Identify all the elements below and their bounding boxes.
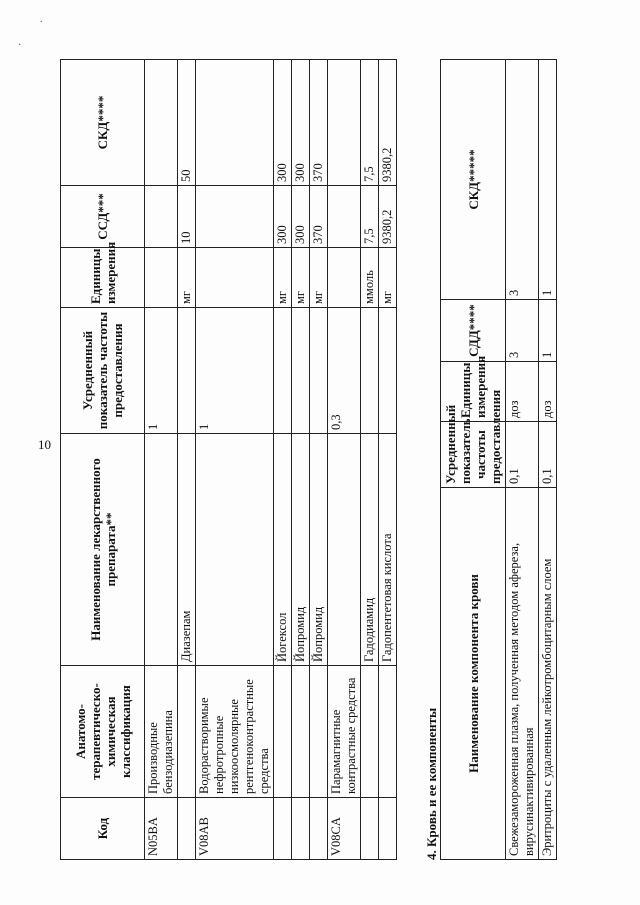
col-skd: СКД***** <box>441 60 506 300</box>
cell-freq <box>292 308 310 434</box>
cell-ssd: 300 <box>292 186 310 248</box>
table-row <box>379 60 397 860</box>
cell-atc <box>178 666 196 798</box>
cell-drug: Йогексол <box>274 434 292 666</box>
cell-atc: Парамагнитные контрастные средства <box>328 666 361 798</box>
cell-freq <box>178 308 196 434</box>
cell-freq: 0,1 <box>539 422 557 488</box>
cell-atc <box>310 666 328 798</box>
cell-drug: Йопромид <box>292 434 310 666</box>
cell-unit: мг <box>292 248 310 308</box>
cell-code <box>361 798 379 860</box>
cell-drug: Диазепам <box>178 434 196 666</box>
col-sdd: СДД**** <box>441 300 506 362</box>
cell-code <box>292 798 310 860</box>
cell-drug: Гадодиамид <box>361 434 379 666</box>
table-row <box>178 60 196 860</box>
cell-unit: мг <box>178 248 196 308</box>
cell-skd: 300 <box>274 60 292 186</box>
table-row <box>292 60 310 860</box>
cell-drug <box>328 434 361 666</box>
scan-mark: . <box>40 14 43 25</box>
cell-name: Свежезамороженная плазма, полученная методом афереза, вирусинактивированная <box>506 488 539 860</box>
cell-skd: 50 <box>178 60 196 186</box>
col-component: Наименование компонента крови <box>441 488 506 860</box>
cell-unit: мг <box>310 248 328 308</box>
cell-atc <box>292 666 310 798</box>
cell-code <box>310 798 328 860</box>
cell-skd: 1 <box>539 60 557 300</box>
cell-code <box>379 798 397 860</box>
cell-atc <box>274 666 292 798</box>
cell-code: V08CA <box>328 798 361 860</box>
cell-code: V08AB <box>196 798 274 860</box>
cell-ssd <box>145 186 178 248</box>
cell-unit: ммоль <box>361 248 379 308</box>
col-code: Код <box>61 798 145 860</box>
cell-atc: Производные бензодиазепина <box>145 666 178 798</box>
cell-name: Эритроциты с удаленным лейкотромбоцитарным слоем <box>539 488 557 860</box>
blood-table-header <box>441 60 506 860</box>
table-row <box>506 60 539 860</box>
cell-unit: мг <box>379 248 397 308</box>
cell-skd <box>328 60 361 186</box>
cell-atc <box>379 666 397 798</box>
cell-atc: Водорастворимые нефротропные низкоосмолярные рентгеноконтрастные средства <box>196 666 274 798</box>
cell-code <box>178 798 196 860</box>
cell-unit <box>328 248 361 308</box>
cell-sdd: 1 <box>539 300 557 362</box>
table-row <box>196 60 274 860</box>
table-row <box>310 60 328 860</box>
cell-code <box>274 798 292 860</box>
cell-freq <box>379 308 397 434</box>
col-freq: Усредненный показатель частоты предоставления <box>61 308 145 434</box>
rotated-content <box>60 40 580 860</box>
cell-skd <box>196 60 274 186</box>
cell-ssd: 9380,2 <box>379 186 397 248</box>
cell-freq: 1 <box>196 308 274 434</box>
cell-freq <box>274 308 292 434</box>
cell-ssd: 7,5 <box>361 186 379 248</box>
page-number: 10 <box>38 437 51 452</box>
cell-drug: Гадопентетовая кислота <box>379 434 397 666</box>
scan-mark: · <box>18 40 22 51</box>
cell-skd: 3 <box>506 60 539 300</box>
table-row <box>328 60 361 860</box>
cell-freq: 0,1 <box>506 422 539 488</box>
col-unit: Единицы измерения <box>61 248 145 308</box>
cell-drug: Йопромид <box>310 434 328 666</box>
cell-sdd: 3 <box>506 300 539 362</box>
cell-freq: 0,3 <box>328 308 361 434</box>
cell-unit <box>196 248 274 308</box>
cell-unit: доз <box>539 362 557 422</box>
section-title: 4. Кровь и ее компоненты <box>424 707 439 860</box>
cell-ssd <box>328 186 361 248</box>
cell-code: N05BA <box>145 798 178 860</box>
table-row <box>539 60 557 860</box>
cell-ssd: 10 <box>178 186 196 248</box>
cell-skd: 300 <box>292 60 310 186</box>
col-atc: Анатомо-терапевтическо-химическая классификация <box>61 666 145 798</box>
col-ssd: ССД*** <box>61 186 145 248</box>
cell-unit <box>145 248 178 308</box>
cell-atc <box>361 666 379 798</box>
table-row <box>361 60 379 860</box>
blood-table <box>440 59 557 860</box>
cell-ssd <box>196 186 274 248</box>
drug-table <box>60 59 397 860</box>
cell-skd: 9380,2 <box>379 60 397 186</box>
table-row <box>274 60 292 860</box>
cell-unit: мг <box>274 248 292 308</box>
cell-skd <box>145 60 178 186</box>
cell-freq: 1 <box>145 308 178 434</box>
table-row <box>145 60 178 860</box>
cell-drug <box>145 434 178 666</box>
col-drug: Наименование лекарственного препарата** <box>61 434 145 666</box>
cell-drug <box>196 434 274 666</box>
cell-freq <box>361 308 379 434</box>
cell-freq <box>310 308 328 434</box>
cell-ssd: 370 <box>310 186 328 248</box>
cell-skd: 370 <box>310 60 328 186</box>
col-skd: СКД**** <box>61 60 145 186</box>
col-freq: Усредненный показатель частоты предоставления <box>441 422 506 488</box>
cell-skd: 7,5 <box>361 60 379 186</box>
cell-ssd: 300 <box>274 186 292 248</box>
cell-unit: доз <box>506 362 539 422</box>
drug-table-header <box>61 60 145 860</box>
col-unit: Единицы измерения <box>441 362 506 422</box>
